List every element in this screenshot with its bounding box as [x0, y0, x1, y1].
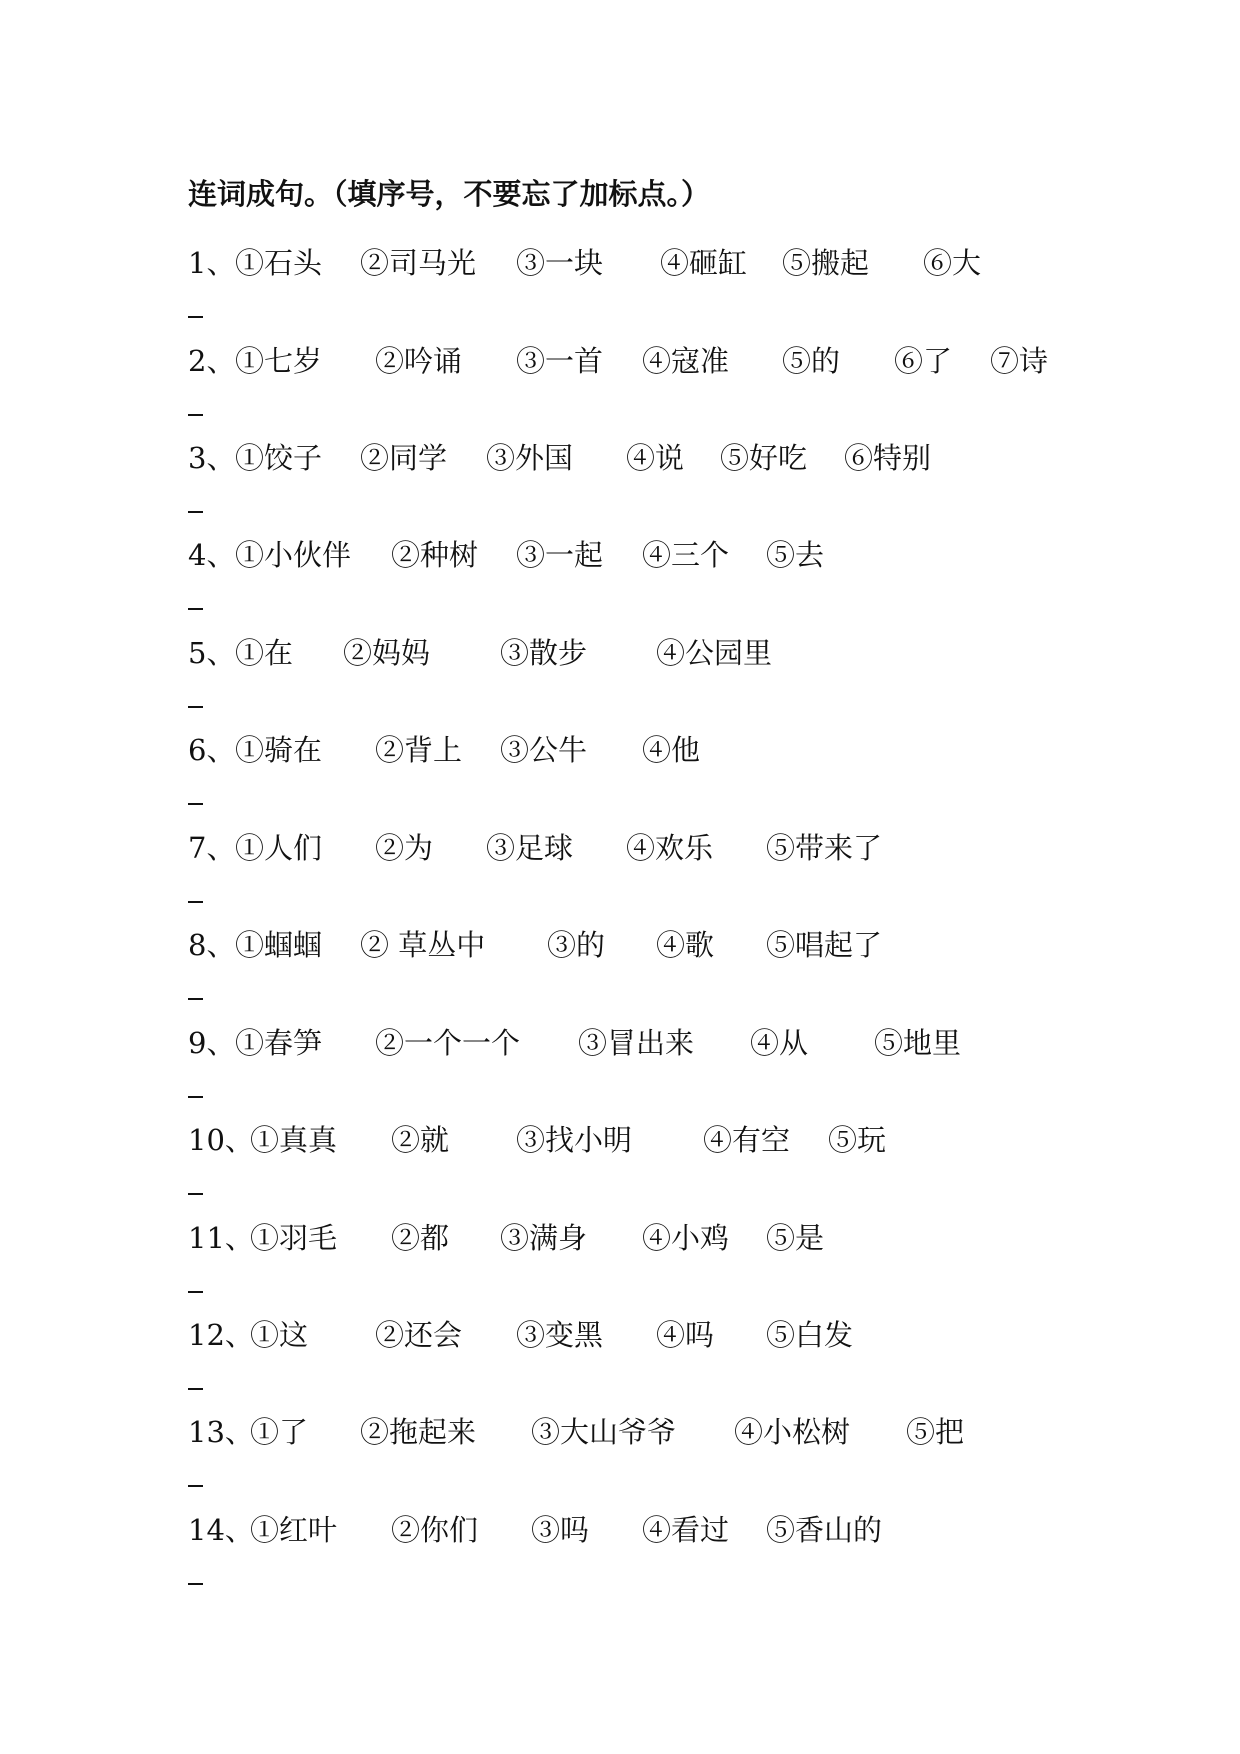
word-option: ①了 [250, 1415, 309, 1449]
question-number: 10、 [188, 1123, 254, 1157]
answer-line[interactable] [188, 414, 203, 416]
word-option: ②你们 [391, 1513, 479, 1547]
word-option: ③一起 [516, 538, 604, 572]
answer-line[interactable] [188, 901, 203, 903]
word-option: ②吟诵 [375, 344, 463, 378]
answer-line[interactable] [188, 706, 203, 708]
word-option: ①红叶 [250, 1513, 338, 1547]
word-option: ⑤搬起 [782, 246, 870, 280]
word-option: ④歌 [656, 928, 715, 962]
word-option: ③变黑 [516, 1318, 604, 1352]
word-option: ⑥特别 [844, 441, 932, 475]
question-number: 13、 [188, 1415, 254, 1449]
word-option: ③找小明 [516, 1123, 633, 1157]
word-option: ④他 [642, 733, 701, 767]
word-option: ⑤是 [766, 1221, 825, 1255]
question-item [188, 828, 1088, 918]
word-option: ⑤的 [782, 344, 841, 378]
word-option: ③满身 [500, 1221, 588, 1255]
question-item [188, 730, 1088, 820]
word-option: ②就 [391, 1123, 450, 1157]
word-option: ⑥了 [894, 344, 953, 378]
word-option: ③吗 [531, 1513, 590, 1547]
word-option: ⑦诗 [990, 344, 1049, 378]
word-option: ⑤香山的 [766, 1513, 883, 1547]
word-option: ①春笋 [235, 1026, 323, 1060]
answer-line[interactable] [188, 1193, 203, 1195]
word-option: ③外国 [486, 441, 574, 475]
word-option: ③一首 [516, 344, 604, 378]
word-option: ③冒出来 [578, 1026, 695, 1060]
question-number: 4、 [188, 538, 236, 572]
question-item [188, 1510, 1088, 1600]
word-option: ⑤去 [766, 538, 825, 572]
word-option: ③的 [547, 928, 606, 962]
question-number: 8、 [188, 928, 236, 962]
word-option: ③一块 [516, 246, 604, 280]
answer-line[interactable] [188, 998, 203, 1000]
question-number: 12、 [188, 1318, 254, 1352]
answer-line[interactable] [188, 1388, 203, 1390]
word-option: ④砸缸 [660, 246, 748, 280]
question-item [188, 243, 1088, 333]
answer-line[interactable] [188, 608, 203, 610]
question-number: 3、 [188, 441, 236, 475]
word-option: ④寇准 [642, 344, 730, 378]
answer-line[interactable] [188, 1291, 203, 1293]
question-number: 14、 [188, 1513, 254, 1547]
answer-line[interactable] [188, 1485, 203, 1487]
word-option: ④公园里 [656, 636, 773, 670]
word-option: ②一个一个 [375, 1026, 521, 1060]
question-number: 9、 [188, 1026, 236, 1060]
question-number: 7、 [188, 831, 236, 865]
question-number: 6、 [188, 733, 236, 767]
question-item [188, 438, 1088, 528]
question-item [188, 1315, 1088, 1405]
word-option: ①人们 [235, 831, 323, 865]
word-option: ⑤白发 [766, 1318, 854, 1352]
word-option: ①蝈蝈 [235, 928, 323, 962]
word-option: ④吗 [656, 1318, 715, 1352]
word-option: ①骑在 [235, 733, 323, 767]
word-option: ⑤带来了 [766, 831, 883, 865]
word-option: ⑤玩 [828, 1123, 887, 1157]
word-option: ③大山爷爷 [531, 1415, 677, 1449]
answer-line[interactable] [188, 316, 203, 318]
word-option: ②司马光 [360, 246, 477, 280]
word-option: ②种树 [391, 538, 479, 572]
word-option: ③足球 [486, 831, 574, 865]
word-option: ①石头 [235, 246, 323, 280]
word-option: ①饺子 [235, 441, 323, 475]
question-item [188, 1023, 1088, 1113]
question-item [188, 1412, 1088, 1502]
question-item [188, 1218, 1088, 1308]
word-option: ⑤地里 [874, 1026, 962, 1060]
word-option: ④小鸡 [642, 1221, 730, 1255]
question-number: 5、 [188, 636, 236, 670]
word-option: ①羽毛 [250, 1221, 338, 1255]
word-option: ②妈妈 [343, 636, 431, 670]
question-number: 2、 [188, 344, 236, 378]
word-option: ② 草丛中 [360, 928, 486, 962]
question-item [188, 633, 1088, 723]
word-option: ③散步 [500, 636, 588, 670]
word-option: ③公牛 [500, 733, 588, 767]
word-option: ④看过 [642, 1513, 730, 1547]
answer-line[interactable] [188, 1096, 203, 1098]
word-option: ②还会 [375, 1318, 463, 1352]
answer-line[interactable] [188, 1583, 203, 1585]
word-option: ①七岁 [235, 344, 323, 378]
word-option: ④说 [626, 441, 685, 475]
word-option: ④从 [750, 1026, 809, 1060]
word-option: ①真真 [250, 1123, 338, 1157]
answer-line[interactable] [188, 511, 203, 513]
answer-line[interactable] [188, 803, 203, 805]
question-item [188, 535, 1088, 625]
word-option: ⑤唱起了 [766, 928, 883, 962]
question-item [188, 925, 1088, 1015]
question-number: 1、 [188, 246, 236, 280]
worksheet-title: 连词成句。（填序号，不要忘了加标点。） [188, 177, 711, 211]
question-item [188, 341, 1088, 431]
word-option: ④小松树 [734, 1415, 851, 1449]
question-item [188, 1120, 1088, 1210]
word-option: ②都 [391, 1221, 450, 1255]
word-option: ①这 [250, 1318, 309, 1352]
word-option: ④有空 [703, 1123, 791, 1157]
word-option: ②同学 [360, 441, 448, 475]
word-option: ④三个 [642, 538, 730, 572]
word-option: ②为 [375, 831, 434, 865]
word-option: ①小伙伴 [235, 538, 352, 572]
word-option: ②背上 [375, 733, 463, 767]
word-option: ①在 [235, 636, 294, 670]
word-option: ⑥大 [923, 246, 982, 280]
word-option: ⑤好吃 [720, 441, 808, 475]
question-number: 11、 [188, 1221, 254, 1255]
word-option: ④欢乐 [626, 831, 714, 865]
word-option: ②拖起来 [360, 1415, 477, 1449]
word-option: ⑤把 [906, 1415, 965, 1449]
